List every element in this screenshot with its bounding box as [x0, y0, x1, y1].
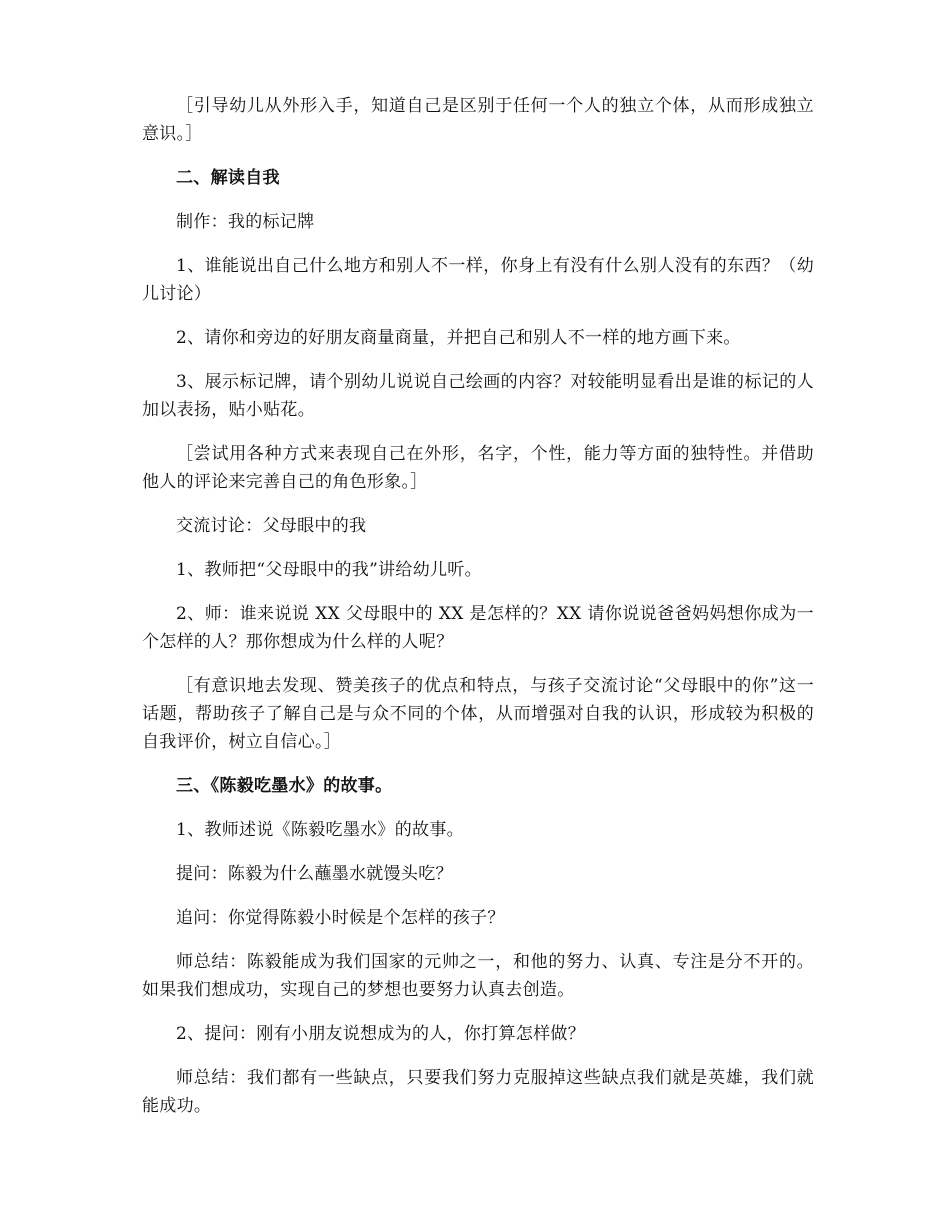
body-paragraph: 2、请你和旁边的好朋友商量商量，并把自己和别人不一样的地方画下来。 [176, 328, 741, 348]
body-paragraph: 1、教师把“父母眼中的我”讲给幼儿听。 [176, 560, 482, 580]
body-paragraph: 师总结：我们都有一些缺点，只要我们努力克服掉这些缺点我们就是英雄，我们就能成功。 [142, 1068, 814, 1116]
body-paragraph: 追问：你觉得陈毅小时候是个怎样的孩子？ [176, 908, 505, 928]
body-paragraph: 2、师：谁来说说 XX 父母眼中的 XX 是怎样的？XX 请你说说爸爸妈妈想你成为一个怎样的人？那你想成为什么样的人呢？ [142, 604, 814, 652]
body-paragraph: 1、教师述说《陈毅吃墨水》的故事。 [176, 820, 464, 840]
section-heading: 二、解读自我 [176, 168, 280, 188]
document-page [142, 92, 814, 1136]
body-paragraph: 1、谁能说出自己什么地方和别人不一样，你身上有没有什么别人没有的东西？（幼儿讨论） [142, 256, 814, 304]
body-paragraph: 师总结：陈毅能成为我们国家的元帅之一，和他的努力、认真、专注是分不开的。如果我们想成功，实现自己的梦想也要努力认真去创造。 [142, 952, 814, 1000]
annotation-paragraph: ［引导幼儿从外形入手，知道自己是区别于任何一个人的独立个体，从而形成独立意识。］ [142, 96, 814, 144]
section-heading: 三、《陈毅吃墨水》的故事。 [176, 776, 393, 796]
annotation-paragraph: ［有意识地去发现、赞美孩子的优点和特点，与孩子交流讨论“父母眼中的你”这一话题，帮助孩子了解自己是与众不同的个体，从而增强对自我的认识，形成较为积极的自我评价，树立自信心。］ [142, 676, 814, 752]
subsection-title: 制作：我的标记牌 [176, 212, 315, 232]
body-paragraph: 2、提问：刚有小朋友说想成为的人，你打算怎样做？ [176, 1024, 586, 1044]
body-paragraph: 3、展示标记牌，请个别幼儿说说自己绘画的内容？对较能明显看出是谁的标记的人加以表扬，贴小贴花。 [142, 372, 814, 420]
annotation-paragraph: ［尝试用各种方式来表现自己在外形，名字，个性，能力等方面的独特性。并借助他人的评论来完善自己的角色形象。］ [142, 444, 814, 492]
subsection-title: 交流讨论：父母眼中的我 [176, 516, 367, 536]
body-paragraph: 提问：陈毅为什么蘸墨水就馒头吃？ [176, 864, 453, 884]
